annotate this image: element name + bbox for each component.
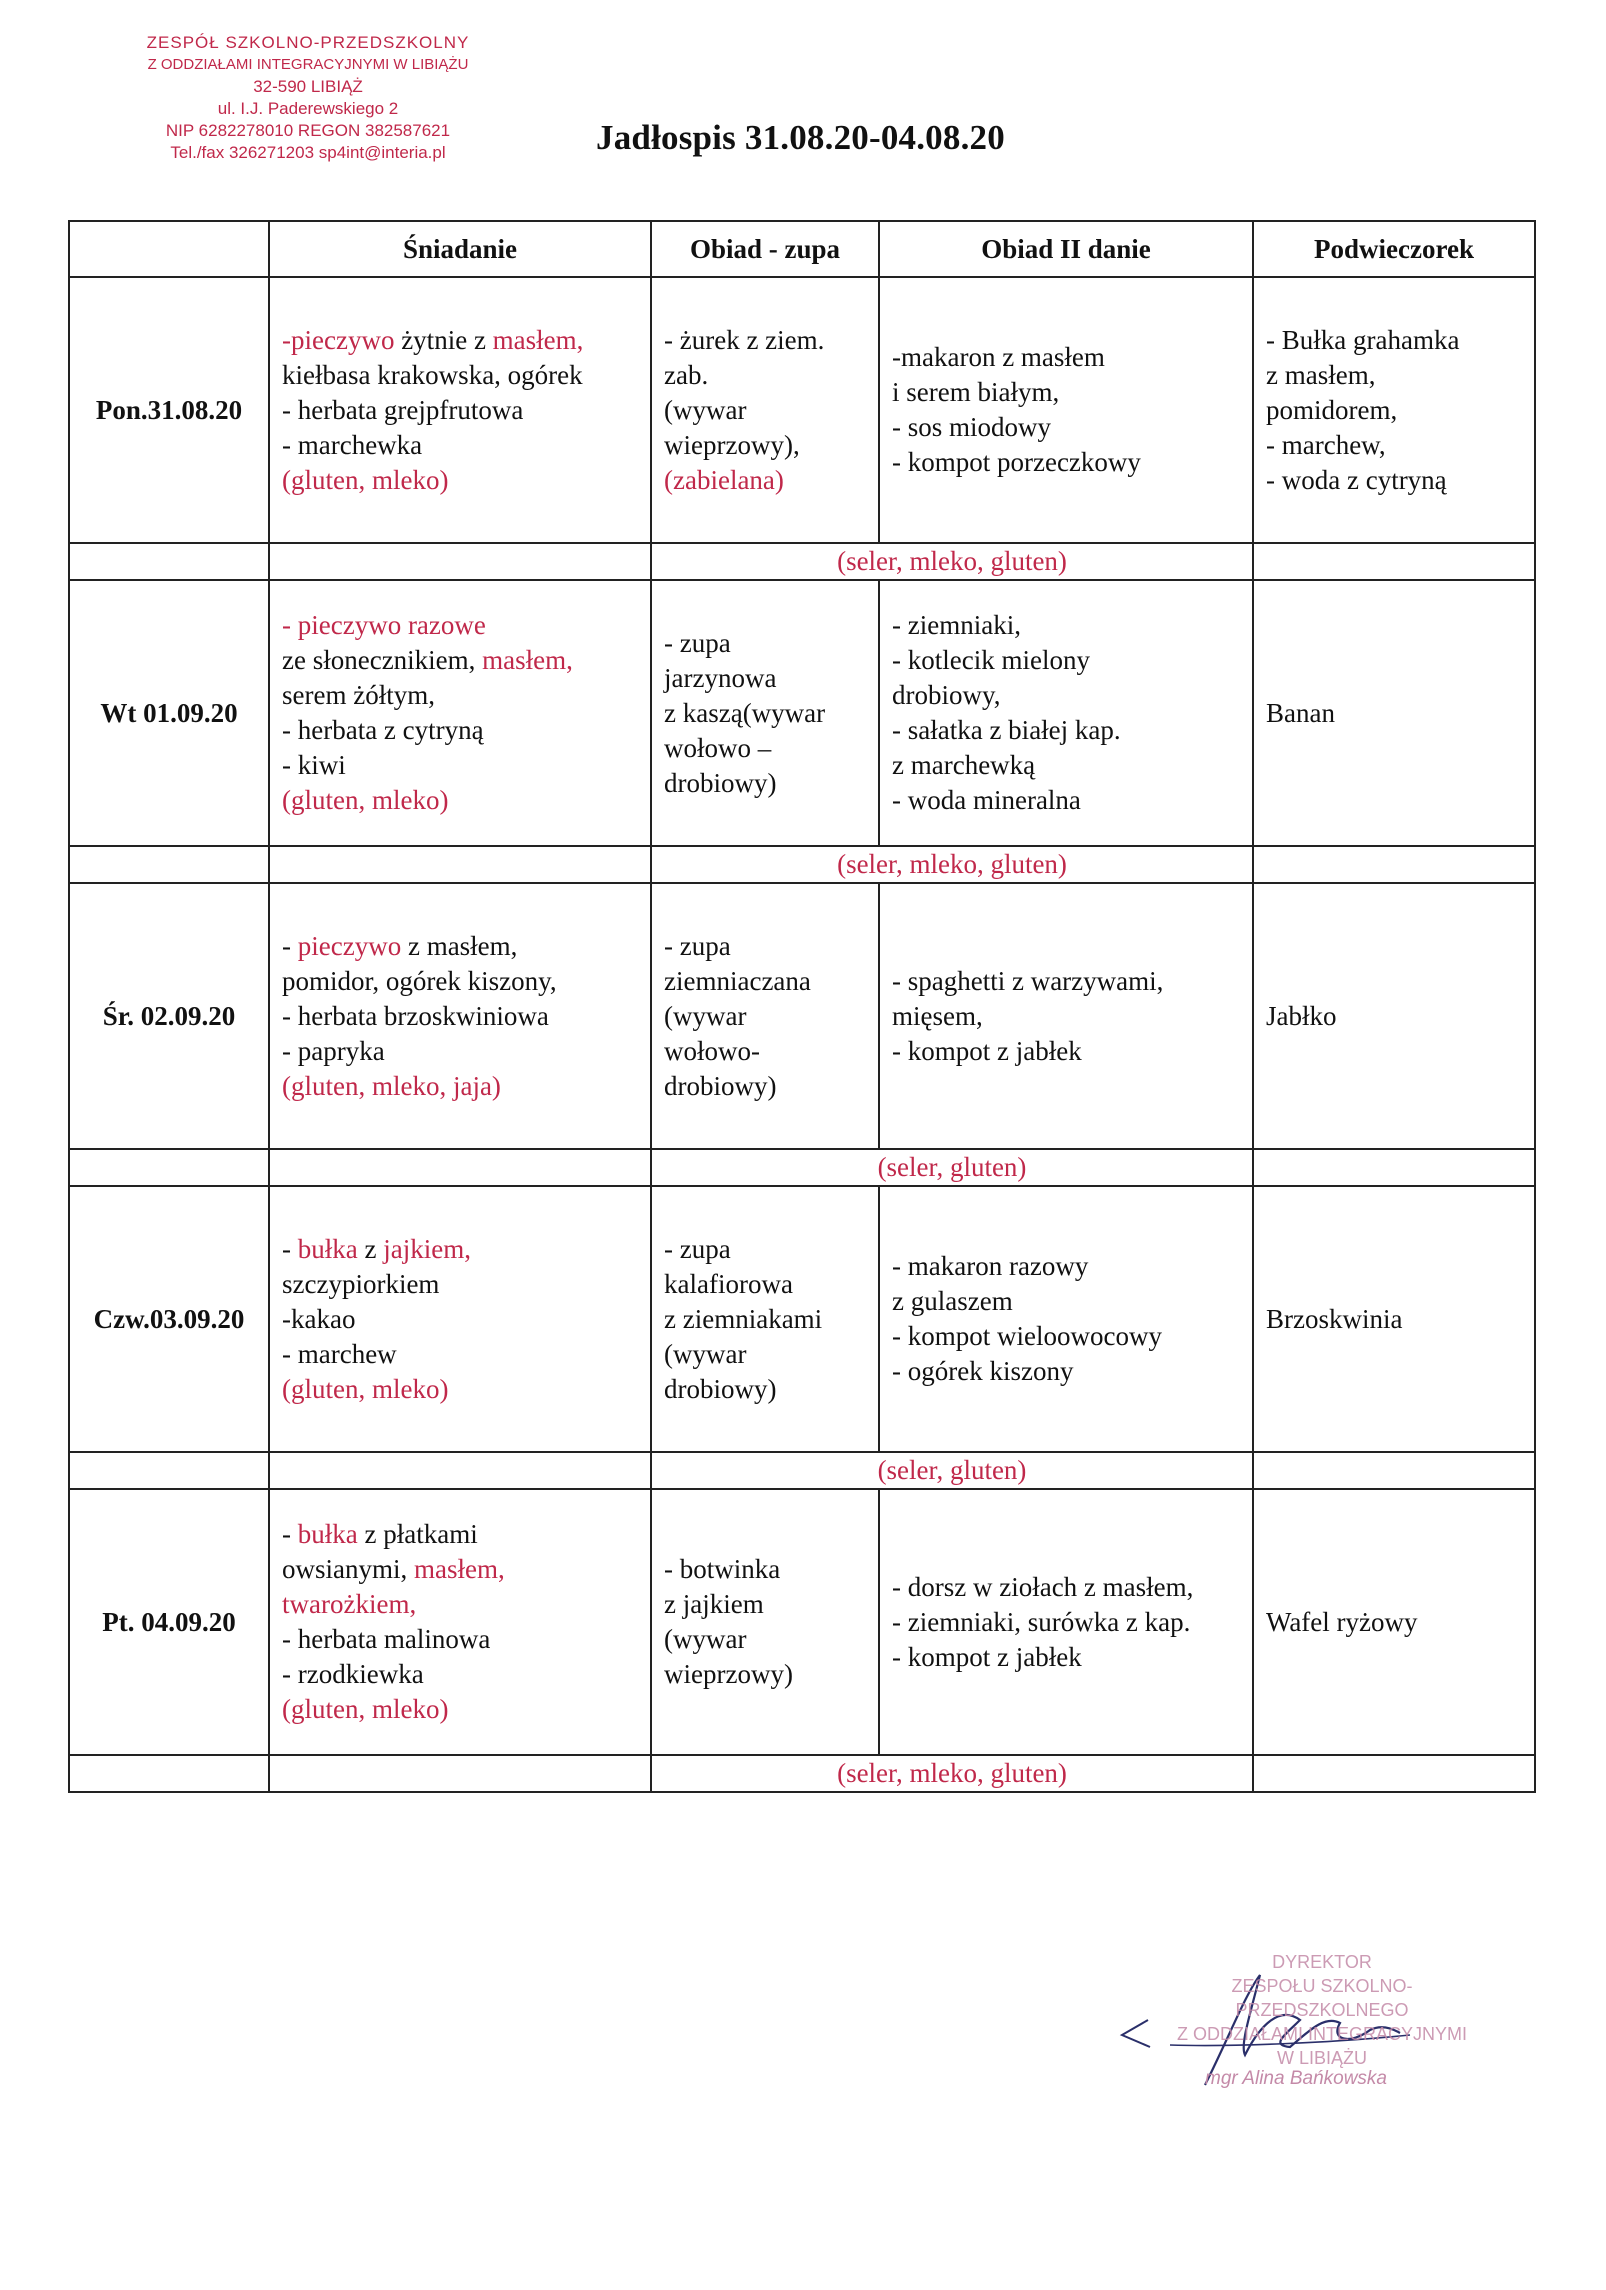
allergen-text: (seler, gluten) [651, 1452, 1253, 1489]
breakfast-line [282, 1517, 638, 1552]
soup-line: wołowo – [664, 732, 772, 763]
soup-line: - zupa [664, 930, 731, 961]
word: - [282, 1233, 291, 1264]
breakfast-line [282, 929, 638, 964]
breakfast-line: (gluten, mleko) [282, 464, 449, 495]
header-day [69, 221, 269, 277]
word [291, 1519, 298, 1549]
breakfast-line: kiełbasa krakowska, ogórek [282, 359, 583, 390]
main-line: - kotlecik mielony [892, 645, 1090, 675]
soup-line: z jajkiem [664, 1589, 764, 1619]
header-soup: Obiad - zupa [651, 221, 879, 277]
breakfast-cell [269, 1489, 651, 1755]
day-cell: Wt 01.09.20 [69, 580, 269, 846]
word: z [364, 1519, 377, 1549]
allergen-word: -pieczywo [282, 324, 395, 355]
allergen-row [69, 846, 1535, 883]
allergen-empty-cell [269, 543, 651, 580]
main-line: -makaron z masłem [892, 342, 1105, 372]
allergen-empty-cell [69, 1149, 269, 1186]
main-line: z gulaszem [892, 1286, 1013, 1316]
main-line: - makaron razowy [892, 1251, 1089, 1281]
allergen-word: masłem, [492, 324, 584, 355]
main-line: - ogórek kiszony [892, 1356, 1074, 1386]
soup-cell [651, 277, 879, 543]
word [467, 325, 474, 355]
allergen-row [69, 1452, 1535, 1489]
day-cell: Pon.31.08.20 [69, 277, 269, 543]
allergen-empty-cell [269, 1149, 651, 1186]
word: owsianymi, [282, 1554, 408, 1584]
snack-cell [1253, 1186, 1535, 1452]
allergen-word: jajkiem, [383, 1233, 471, 1264]
allergen-text: (seler, mleko, gluten) [651, 1755, 1253, 1792]
word [486, 325, 493, 355]
soup-line: z ziemniakami [664, 1303, 823, 1334]
soup-line: wieprzowy) [664, 1659, 793, 1689]
breakfast-line: (gluten, mleko) [282, 1373, 449, 1404]
allergen-empty-cell [1253, 1755, 1535, 1792]
breakfast-cell [269, 580, 651, 846]
allergen-empty-cell [69, 543, 269, 580]
soup-line: jarzynowa [664, 662, 777, 693]
snack-cell [1253, 580, 1535, 846]
snack-line: Wafel ryżowy [1266, 1606, 1418, 1637]
word: z [473, 324, 486, 355]
soup-line: drobiowy) [664, 1070, 777, 1101]
breakfast-cell [269, 277, 651, 543]
soup-line: (wywar [664, 1000, 747, 1031]
director-stamp-line-4: W LIBIĄŻU [1276, 2048, 1367, 2068]
snack-cell [1253, 883, 1535, 1149]
snack-cell [1253, 277, 1535, 543]
soup-line: drobiowy) [664, 767, 777, 798]
menu-row [69, 1186, 1535, 1452]
main-line: - spaghetti z warzywami, [892, 965, 1164, 996]
word [358, 1234, 365, 1264]
stamp-line-5: NIP 6282278010 REGON 382587621 [165, 121, 451, 140]
director-name: mgr Alina Bańkowska [1205, 2068, 1387, 2089]
menu-table [68, 220, 1536, 1793]
word [291, 931, 298, 961]
allergen-word: pieczywo [297, 930, 402, 961]
director-stamp-line-2: ZESPOŁU SZKOLNO-PRZEDSZKOLNEGO [1231, 1976, 1413, 2020]
allergen-empty-cell [69, 1452, 269, 1489]
allergen-text: (seler, gluten) [651, 1149, 1253, 1186]
breakfast-line: - pieczywo razowe [282, 610, 486, 640]
allergen-row [69, 1755, 1535, 1792]
main-line: - kompot z jabłek [892, 1035, 1082, 1066]
soup-line: - zupa [664, 1233, 731, 1264]
header-row [69, 221, 1535, 277]
breakfast-cell [269, 883, 651, 1149]
soup-line: z kaszą(wywar [664, 697, 826, 728]
main-line: - woda mineralna [892, 785, 1081, 815]
allergen-word: bułka [297, 1233, 358, 1264]
main-line: - kompot z jabłek [892, 1641, 1082, 1672]
breakfast-line: serem żółtym, [282, 680, 435, 710]
snack-line: z masłem, [1266, 359, 1376, 390]
soup-cell [651, 580, 879, 846]
allergen-text: (seler, mleko, gluten) [651, 846, 1253, 883]
allergen-empty-cell [1253, 1149, 1535, 1186]
allergen-empty-cell [1253, 1452, 1535, 1489]
main-cell [879, 277, 1253, 543]
word: słonecznikiem, [312, 645, 476, 675]
allergen-row [69, 1149, 1535, 1186]
director-stamp-line-1: DYREKTOR [1272, 1952, 1372, 1972]
day-cell: Czw.03.09.20 [69, 1186, 269, 1452]
main-line: - ziemniaki, [892, 610, 1021, 640]
menu-row [69, 883, 1535, 1149]
main-line: - dorsz w ziołach z masłem, [892, 1571, 1194, 1602]
breakfast-line: -kakao [282, 1303, 356, 1334]
allergen-empty-cell [1253, 846, 1535, 883]
soup-line: (wywar [664, 1338, 747, 1369]
breakfast-line: (gluten, mleko) [282, 1694, 449, 1724]
day-cell: Śr. 02.09.20 [69, 883, 269, 1149]
word [291, 1234, 298, 1264]
soup-line: - żurek z ziem. [664, 324, 825, 355]
word: - [282, 930, 291, 961]
breakfast-line: (gluten, mleko) [282, 785, 449, 815]
allergen-empty-cell [269, 1755, 651, 1792]
soup-line: - zupa [664, 627, 731, 658]
breakfast-line [282, 643, 638, 678]
main-cell [879, 1489, 1253, 1755]
allergen-empty-cell [69, 1755, 269, 1792]
breakfast-line: - herbata grejpfrutowa [282, 394, 524, 425]
main-line: - sałatka z białej kap. [892, 715, 1121, 745]
stamp-line-3: 32-590 LIBIĄŻ [253, 77, 363, 96]
allergen-row [69, 543, 1535, 580]
snack-line: Jabłko [1266, 1000, 1337, 1031]
allergen-empty-cell [269, 846, 651, 883]
word: masłem, [426, 930, 518, 961]
word [306, 645, 313, 675]
breakfast-line [282, 323, 638, 358]
main-cell [879, 580, 1253, 846]
main-line: z marchewką [892, 750, 1036, 780]
breakfast-cell [269, 1186, 651, 1452]
soup-line: kalafiorowa [664, 1268, 793, 1299]
soup-line: (zabielana) [664, 464, 784, 495]
allergen-word: masłem, [482, 645, 573, 675]
soup-cell [651, 1489, 879, 1755]
breakfast-line: - herbata z cytryną [282, 715, 484, 745]
breakfast-line: - marchewka [282, 429, 423, 460]
snack-line: Banan [1266, 697, 1335, 728]
word: z [407, 930, 420, 961]
stamp-line-4: ul. I.J. Paderewskiego 2 [217, 99, 399, 118]
breakfast-line: - marchew [282, 1338, 397, 1369]
allergen-empty-cell [269, 1452, 651, 1489]
word: - [282, 1519, 291, 1549]
breakfast-line: (gluten, mleko, jaja) [282, 1070, 501, 1101]
word [420, 931, 427, 961]
breakfast-line: szczypiorkiem [282, 1268, 440, 1299]
breakfast-line: - herbata malinowa [282, 1624, 491, 1654]
breakfast-line: - rzodkiewka [282, 1659, 424, 1689]
soup-cell [651, 883, 879, 1149]
breakfast-line: - herbata brzoskwiniowa [282, 1000, 549, 1031]
main-cell [879, 1186, 1253, 1452]
soup-line: drobiowy) [664, 1373, 777, 1404]
word: ze [282, 645, 306, 675]
allergen-text: (seler, mleko, gluten) [651, 543, 1253, 580]
soup-line: ziemniaczana [664, 965, 811, 996]
snack-line: - Bułka grahamka [1266, 324, 1460, 355]
soup-cell [651, 1186, 879, 1452]
word [407, 1554, 414, 1584]
menu-row [69, 277, 1535, 543]
stamp-line-1: ZESPÓŁ SZKOLNO-PRZEDSZKOLNY [146, 33, 470, 52]
main-line: drobiowy, [892, 680, 1001, 710]
snack-line: - marchew, [1266, 429, 1386, 460]
soup-line: (wywar [664, 394, 747, 425]
snack-cell [1253, 1489, 1535, 1755]
breakfast-line: - papryka [282, 1035, 385, 1066]
soup-line: wieprzowy), [664, 429, 800, 460]
soup-line: zab. [664, 359, 709, 390]
director-stamp [1152, 1950, 1492, 2070]
allergen-word: bułka [297, 1519, 358, 1549]
word [401, 931, 408, 961]
allergen-word: masłem, [414, 1554, 505, 1584]
soup-line: wołowo- [664, 1035, 760, 1066]
main-line: - ziemniaki, surówka z kap. [892, 1606, 1191, 1637]
word: płatkami [383, 1519, 478, 1549]
allergen-empty-cell [69, 846, 269, 883]
main-cell [879, 883, 1253, 1149]
main-line: mięsem, [892, 1000, 983, 1031]
breakfast-line: twarożkiem, [282, 1589, 417, 1619]
page-title: Jadłospis 31.08.20-04.08.20 [596, 118, 1005, 157]
main-line: - kompot wieloowocowy [892, 1321, 1162, 1351]
stamp-line-6: Tel./fax 326271203 sp4int@interia.pl [170, 143, 446, 162]
breakfast-line: - kiwi [282, 750, 346, 780]
snack-line: pomidorem, [1266, 394, 1398, 425]
main-line: - sos miodowy [892, 412, 1052, 442]
snack-line: Brzoskwinia [1266, 1303, 1403, 1334]
word: z [364, 1233, 377, 1264]
snack-line: - woda z cytryną [1266, 464, 1447, 495]
breakfast-line [282, 1552, 638, 1587]
allergen-empty-cell [1253, 543, 1535, 580]
school-stamp [108, 32, 508, 164]
main-line: - kompot porzeczkowy [892, 447, 1141, 477]
header-snack: Podwieczorek [1253, 221, 1535, 277]
menu-row [69, 1489, 1535, 1755]
main-line: i serem białym, [892, 377, 1060, 407]
day-cell: Pt. 04.09.20 [69, 1489, 269, 1755]
word [358, 1519, 365, 1549]
header-breakfast: Śniadanie [269, 221, 651, 277]
menu-row [69, 580, 1535, 846]
word: żytnie [401, 324, 468, 355]
breakfast-line [282, 1232, 638, 1267]
breakfast-line: pomidor, ogórek kiszony, [282, 965, 557, 996]
stamp-line-2: Z ODDZIAŁAMI INTEGRACYJNYMI W LIBIĄŻU [147, 56, 469, 73]
header-main-course: Obiad II danie [879, 221, 1253, 277]
soup-line: - botwinka [664, 1554, 781, 1584]
director-stamp-line-3: Z ODDZIAŁAMI INTEGRACYJNYMI [1176, 2024, 1468, 2044]
soup-line: (wywar [664, 1624, 747, 1654]
